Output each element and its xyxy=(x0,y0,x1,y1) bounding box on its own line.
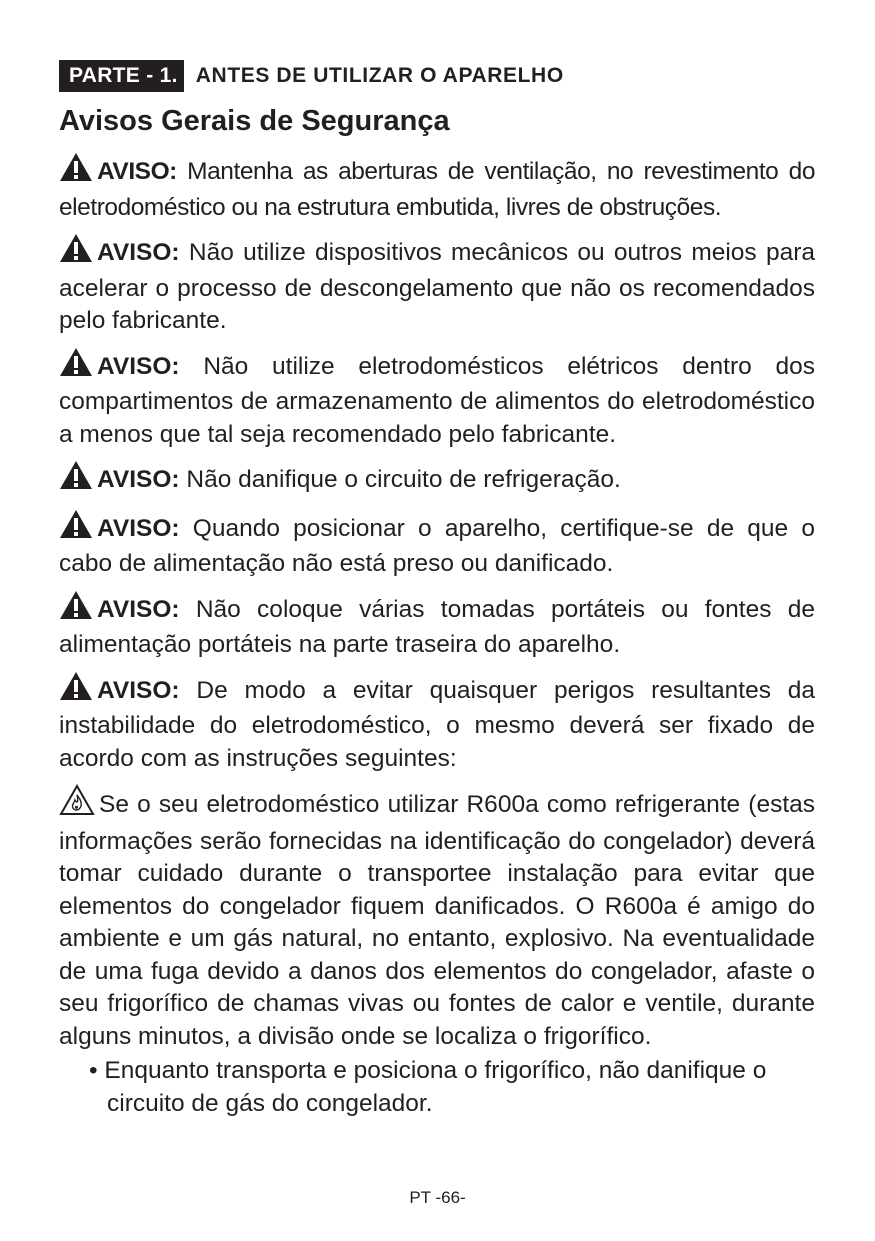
warning-icon xyxy=(59,460,93,500)
flammable-text: Se o seu eletrodoméstico utilizar R600a como refrigerante (estas informações serão fornecidas na identificação do congelador) deverá tomar cuidado durante o transportee instalação para evitar que elementos do congelador fiquem danificados. O R600a é amigo do ambiente e um gás natural, no entanto, explosivo. Na eventualidade de uma fuga devido a danos dos elementos do congelador, afaste o seu frigorífico de chamas vivas ou fontes de calor e ventile, durante alguns minutos, a divisão onde se localiza o frigorífico. xyxy=(59,791,815,1050)
warning-icon xyxy=(59,509,93,549)
warning-electric-appliances xyxy=(59,347,815,452)
warning-icon xyxy=(59,671,93,711)
warning-text: Não utilize eletrodomésticos elétricos dentro dos compartimentos de armazenamento de alimentos do eletrodoméstico a menos que tal seja recomendado pelo fabricante. xyxy=(59,352,815,448)
warning-label: AVISO: xyxy=(97,595,180,623)
warning-icon xyxy=(59,347,93,387)
bullet-text: Enquanto transporta e posiciona o frigorífico, não danifique o circuito de gás do congelador. xyxy=(104,1057,767,1117)
part-header xyxy=(59,58,815,94)
warning-refrigerant-circuit xyxy=(59,460,815,500)
warning-label: AVISO: xyxy=(97,239,180,266)
warning-text: Não coloque várias tomadas portáteis ou fontes de alimentação portáteis na parte traseira do aparelho. xyxy=(59,595,815,658)
warning-portable-sockets xyxy=(59,590,815,662)
warning-stability xyxy=(59,671,815,776)
warning-power-cable xyxy=(59,509,815,581)
warning-icon xyxy=(59,590,93,630)
warning-icon xyxy=(59,152,93,192)
part-title: ANTES DE UTILIZAR O APARELHO xyxy=(195,64,564,87)
section-title: Avisos Gerais de Segurança xyxy=(59,105,450,137)
warning-icon xyxy=(59,233,93,273)
bullet-marker: • xyxy=(89,1057,105,1084)
warning-text: De modo a evitar quaisquer perigos resultantes da instabilidade do eletrodoméstico, o mesmo deverá ser fixado de acordo com as instruções seguintes: xyxy=(59,676,815,772)
warning-text: Quando posicionar o aparelho, certifique-se de que o cabo de alimentação não está preso ou danificado. xyxy=(59,514,815,577)
warning-label: AVISO: xyxy=(97,466,180,493)
manual-page xyxy=(59,58,815,1120)
warning-ventilation xyxy=(59,152,815,224)
warning-label: AVISO: xyxy=(97,352,180,380)
page-number: PT -66- xyxy=(409,1188,466,1207)
warning-text: Não utilize dispositivos mecânicos ou outros meios para acelerar o processo de descongelamento que não os recomendados pelo fabricante. xyxy=(59,239,815,334)
warning-text: Mantenha as aberturas de ventilação, no revestimento do eletrodoméstico ou na estrutura embutida, livres de obstruções. xyxy=(59,158,815,221)
flammable-warning-icon xyxy=(59,784,95,826)
warning-label: AVISO: xyxy=(97,676,180,704)
warning-label: AVISO: xyxy=(97,514,180,542)
warning-text: Não danifique o circuito de refrigeração. xyxy=(179,466,621,493)
warning-defrost xyxy=(59,233,815,338)
flammable-refrigerant-paragraph xyxy=(59,784,815,1053)
warning-label: AVISO: xyxy=(97,158,177,185)
part-badge: PARTE - 1. xyxy=(59,60,184,92)
bullet-item xyxy=(59,1055,815,1120)
